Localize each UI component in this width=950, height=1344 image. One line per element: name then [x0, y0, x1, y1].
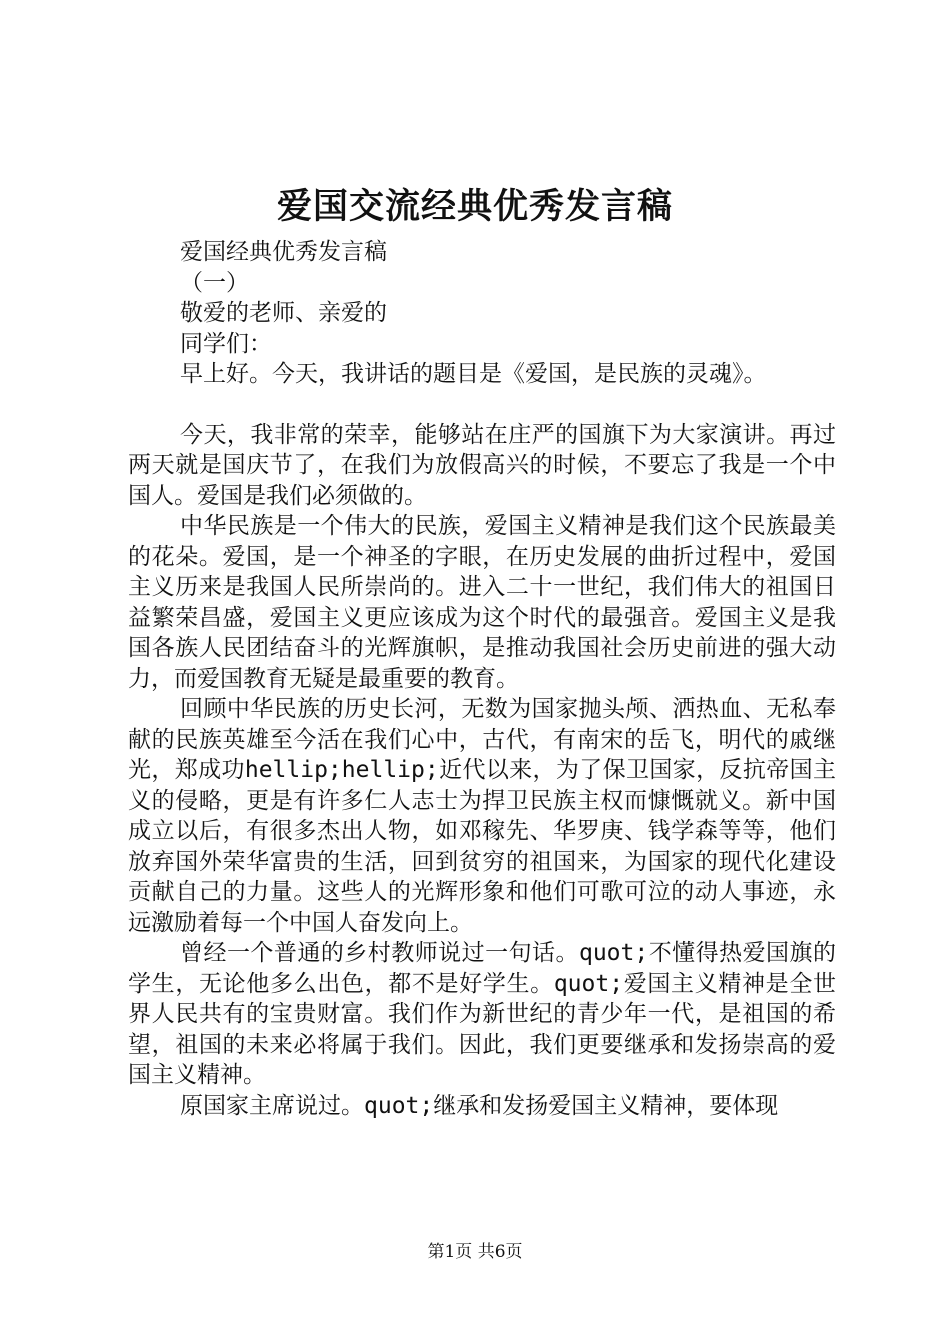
- greeting: 早上好。今天，我讲话的题目是《爱国，是民族的灵魂》。: [180, 361, 767, 387]
- salutation-line-1: 敬爱的老师、亲爱的: [180, 300, 387, 326]
- document-title: 爱国交流经典优秀发言稿: [276, 186, 673, 227]
- page-indicator: 第1页 共6页: [427, 1242, 523, 1262]
- paragraph-gap: [128, 390, 836, 420]
- paragraph-1: 今天，我非常的荣幸，能够站在庄严的国旗下为大家演讲。再过两天就是国庆节了，在我们为放假高兴的时候，不要忘了我是一个中国人。爱国是我们必须做的。: [128, 421, 836, 509]
- paragraph-3: 回顾中华民族的历史长河，无数为国家抛头颅、洒热血、无私奉献的民族英雄至今活在我们心中，古代，有南宋的岳飞，明代的戚继光，郑成功hellip;hellip;近代以来，为了保卫国家，反抗帝国主义的侵略，更是有许多仁人志士为捍卫民族主权而慷慨就义。新中国成立以后，有很多杰出人物，如邓稼先、华罗庚、钱学森等等，他们放弃国外荣华富贵的生活，回到贫穷的祖国来，为国家的现代化建设贡献自己的力量。这些人的光辉形象和他们可歌可泣的动人事迹，永远激励着每一个中国人奋发向上。: [128, 696, 836, 936]
- salutation-line-2: 同学们：: [180, 330, 272, 357]
- subtitle: 爱国经典优秀发言稿: [180, 239, 387, 265]
- paragraph-5: 原国家主席说过。quot;继承和发扬爱国主义精神，要体现: [180, 1092, 779, 1119]
- paragraph-4: 曾经一个普通的乡村教师说过一句话。quot;不懂得热爱国旗的学生，无论他多么出色，都不是好学生。quot;爱国主义精神是全世界人民共有的宝贵财富。我们作为新世纪的青少年一代，是祖国的希望，祖国的未来必将属于我们。因此，我们更要继承和发扬崇高的爱国主义精神。: [128, 940, 836, 1088]
- paragraph-2: 中华民族是一个伟大的民族，爱国主义精神是我们这个民族最美的花朵。爱国，是一个神圣的字眼，在历史发展的曲折过程中，爱国主义历来是我国人民所崇尚的。进入二十一世纪，我们伟大的祖国日益繁荣昌盛，爱国主义更应该成为这个时代的最强音。爱国主义是我国各族人民团结奋斗的光辉旗帜，是推动我国社会历史前进的强大动力，而爱国教育无疑是最重要的教育。: [128, 513, 836, 692]
- section-number: （一）: [180, 269, 249, 296]
- document-body: [128, 237, 836, 1121]
